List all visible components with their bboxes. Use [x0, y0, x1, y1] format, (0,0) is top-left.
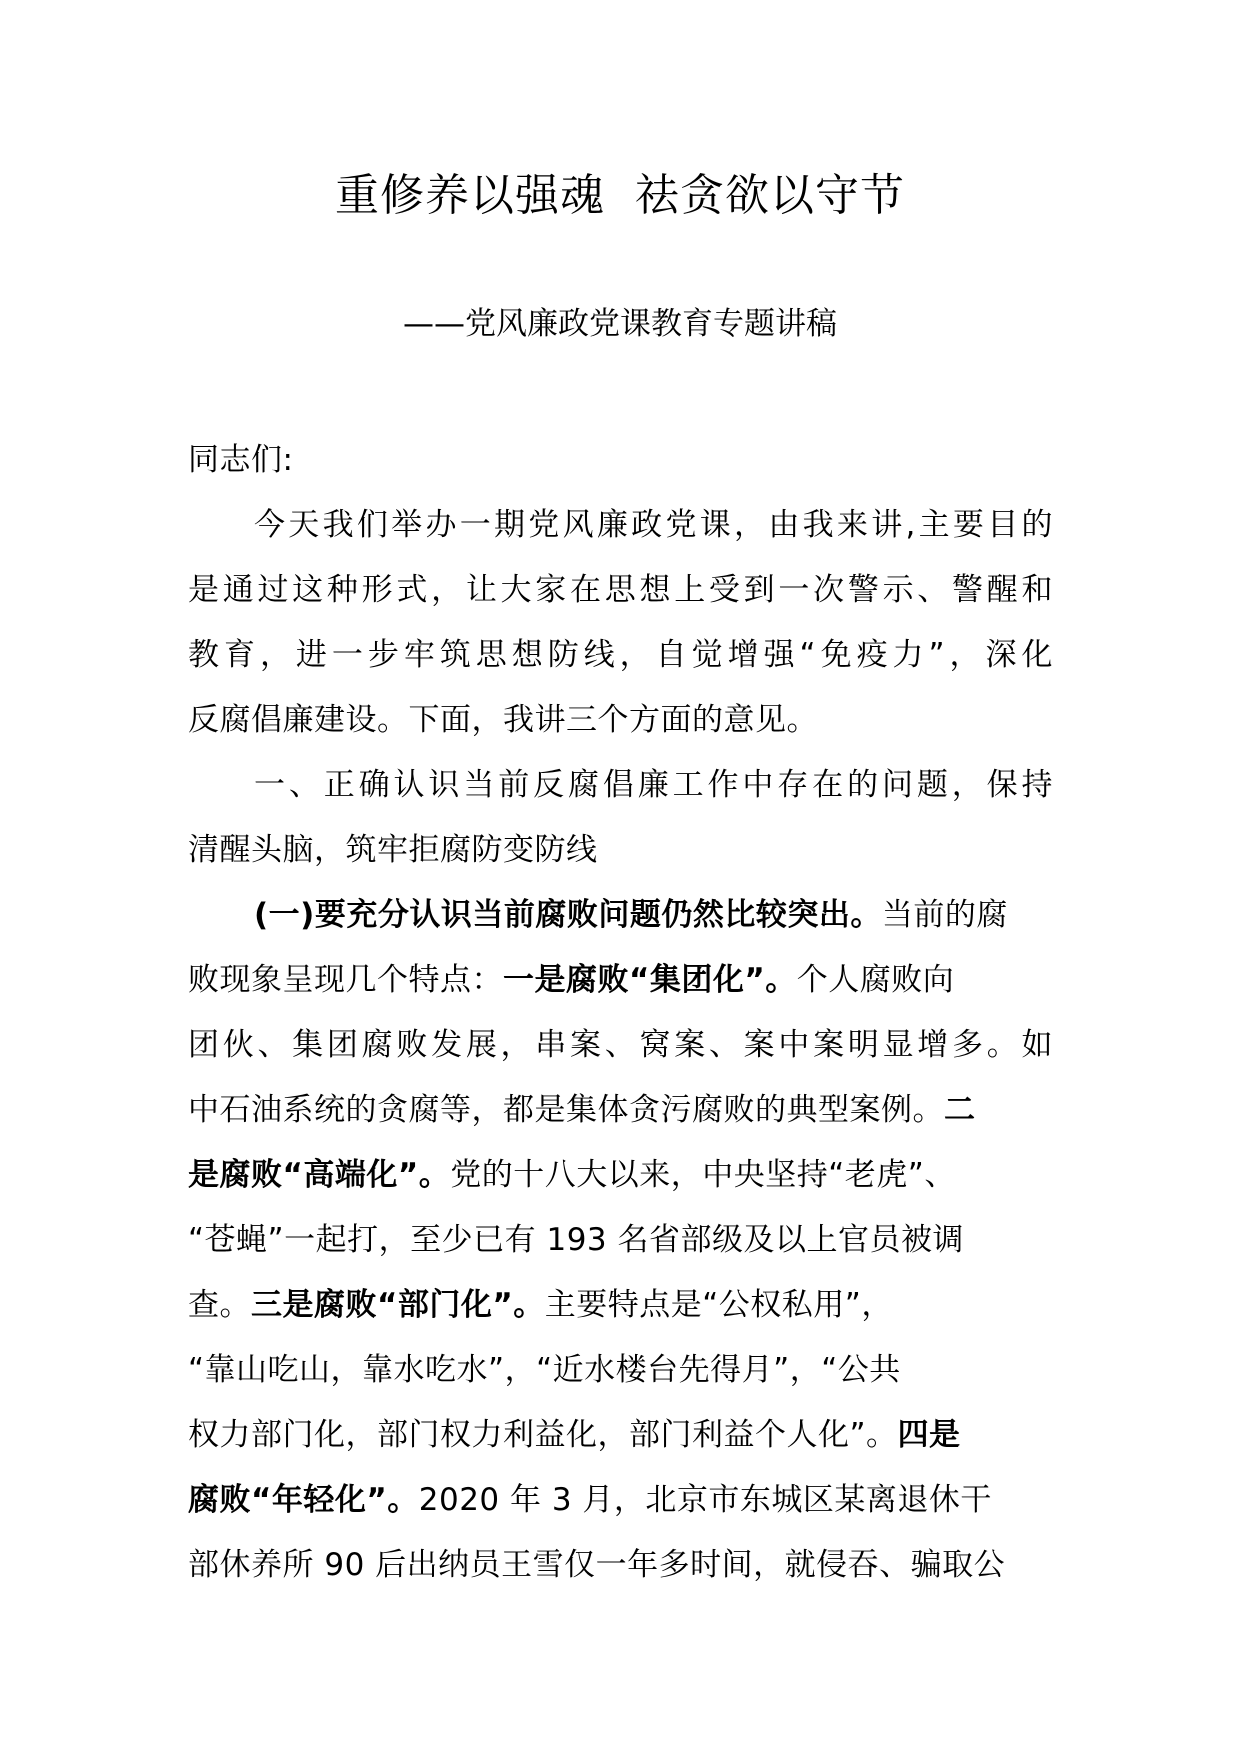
- text-run: 一、正确认识当前反腐倡廉工作中存在的问题，保持: [254, 767, 1053, 803]
- text-run: 主要特点是“公权私用”，: [544, 1287, 893, 1323]
- bold-run: 是腐败“高端化”。: [188, 1157, 451, 1193]
- text-run: 反腐倡廉建设。下面，我讲三个方面的意见。: [188, 702, 818, 738]
- text-run: 清醒头脑，筑牢拒腐防变防线: [188, 832, 598, 868]
- paragraph-line: [188, 1478, 1068, 1543]
- salutation: 同志们:: [188, 442, 294, 478]
- text-run: 当前的腐: [881, 897, 1008, 933]
- paragraph-line: [188, 568, 1053, 633]
- paragraph-line: [188, 1088, 1068, 1153]
- paragraph-line: [188, 1413, 1068, 1478]
- text-run: 部休养所 90 后出纳员王雪仅一年多时间，就侵吞、骗取公: [188, 1547, 1006, 1583]
- paragraph-line: [188, 893, 1068, 958]
- bold-run: 二: [944, 1092, 976, 1128]
- text-run: 权力部门化，部门权力利益化，部门利益个人化”。: [188, 1417, 898, 1453]
- text-run: 2020 年 3 月，北京市东城区某离退休干: [418, 1482, 992, 1518]
- text-run: “苍蝇”一起打，至少已有 193 名省部级及以上官员被调: [188, 1222, 964, 1258]
- text-run: 败现象呈现几个特点：: [188, 962, 503, 998]
- paragraph-line: [188, 1153, 1068, 1218]
- document-body: [188, 438, 1068, 1608]
- text-run: 是通过这种形式，让大家在思想上受到一次警示、警醒和: [188, 572, 1053, 608]
- document-subtitle: ——党风廉政党课教育专题讲稿: [403, 306, 837, 342]
- paragraph-line: [188, 958, 1068, 1023]
- text-run: 个人腐败向: [796, 962, 955, 998]
- paragraph-line: [188, 1218, 1068, 1283]
- text-run: 查。: [188, 1287, 251, 1323]
- bold-run: 腐败“年轻化”。: [188, 1482, 419, 1518]
- bold-run: 四是: [897, 1417, 961, 1453]
- text-run: “靠山吃山，靠水吃水”，“近水楼台先得月”，“公共: [188, 1352, 901, 1388]
- text-run: 党的十八大以来，中央坚持“老虎”、: [450, 1157, 956, 1193]
- paragraph-line: [188, 1543, 1068, 1608]
- paragraph-line: [188, 503, 1053, 568]
- text-run: 中石油系统的贪腐等，都是集体贪污腐败的典型案例。: [188, 1092, 944, 1128]
- paragraph-line: [188, 633, 1053, 698]
- text-run: 教育，进一步牢筑思想防线，自觉增强“免疫力”，深化: [188, 637, 1053, 673]
- paragraph-line: [188, 1023, 1053, 1088]
- text-run: 团伙、集团腐败发展，串案、窝案、案中案明显增多。如: [188, 1027, 1053, 1063]
- bold-run: 三是腐败“部门化”。: [251, 1287, 545, 1323]
- paragraph-line: [188, 1283, 1068, 1348]
- paragraph-line: [188, 1348, 1068, 1413]
- text-run: 今天我们举办一期党风廉政党课，由我来讲,主要目的: [254, 507, 1053, 543]
- section-heading-line: [188, 828, 1068, 893]
- section-heading-line: [188, 763, 1053, 828]
- paragraph-line: [188, 698, 1068, 763]
- bold-run: 一是腐败“集团化”。: [503, 962, 797, 998]
- document-title: 重修养以强魂 祛贪欲以守节: [335, 170, 905, 221]
- bold-run: (一)要充分认识当前腐败问题仍然比较突出。: [254, 897, 882, 933]
